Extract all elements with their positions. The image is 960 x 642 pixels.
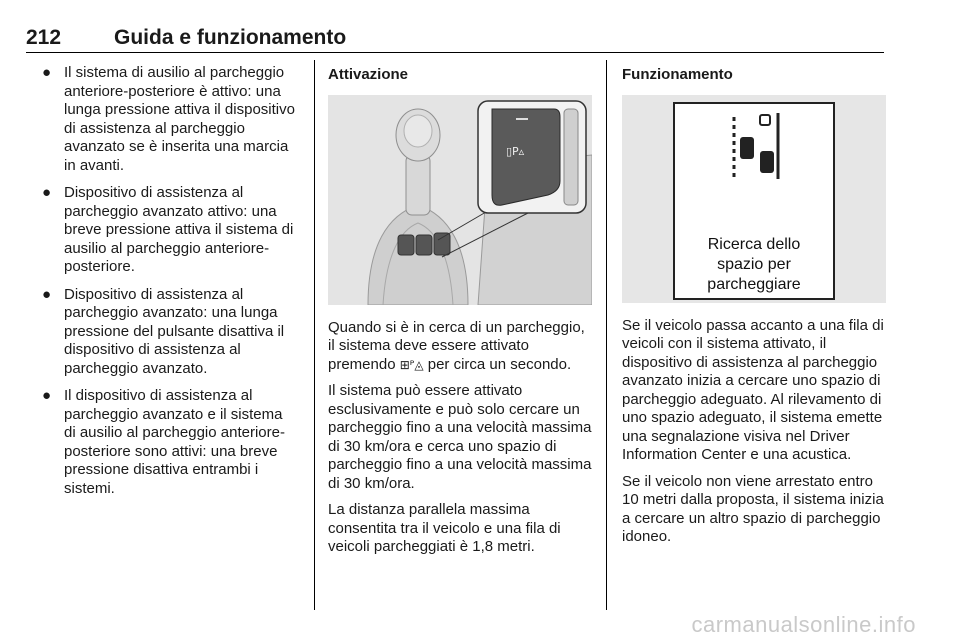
list-item-text: Il dispositivo di assistenza al parcheggio avanzato e il sistema di ausilio al parcheggio anteriore-posteriore sono attivi: una breve pressione disattiva entrambi i sistemi.: [64, 387, 285, 497]
column-3: [622, 64, 886, 555]
paragraph: Il sistema può essere attivato esclusivamente e può solo cercare un parcheggio fino a una velocità massima di 30 km/ora e cerca uno spazio di parcheggio fino a una velocità massima di 30 km/ora.: [328, 382, 592, 492]
display-text-line3: parcheggiare: [707, 275, 801, 293]
section-heading-activation: Attivazione: [328, 66, 409, 83]
console-button-illustration: [328, 95, 592, 305]
watermark: carmanualsonline.info: [691, 612, 916, 637]
paragraph: Se il veicolo passa accanto a una fila di veicoli con il sistema attivato, il dispositivo di assistenza al parcheggio avanzato inizia a cercare uno spazio di parcheggio adeguato. Al rilevamento di uno spazio adeguato, il sistema emette una segnalazione visiva nel Driver Information Center e una acustica.: [622, 316, 884, 463]
svg-text:▯P▵: ▯P▵: [506, 144, 525, 158]
list-item-text: Dispositivo di assistenza al parcheggio avanzato attivo: una breve pressione attiva il sistema di ausilio al parcheggio anteriore-posteriore.: [64, 184, 294, 275]
paragraph: Quando si è in cerca di un parcheggio, il sistema deve essere attivato premendo ⊞ᴾ◬ per circa un secondo.: [328, 318, 585, 373]
column-divider: [314, 60, 315, 610]
column-divider: [606, 60, 607, 610]
list-item: ● Dispositivo di assistenza al parcheggio avanzato attivo: una breve pressione attiva il sistema di ausilio al parcheggio anteriore-posteriore.: [42, 184, 294, 275]
column-1: [36, 64, 298, 507]
page-header: [26, 26, 884, 54]
page-number: 212: [26, 26, 62, 49]
paragraph: Se il veicolo non viene arrestato entro 10 metri dalla proposta, il sistema inizia a cercare un altro spazio di parcheggio idoneo.: [622, 472, 884, 545]
header-rule: [26, 52, 884, 53]
driver-info-display-illustration: [622, 95, 886, 303]
list-item: ● Il dispositivo di assistenza al parcheggio avanzato e il sistema di ausilio al parcheggio anteriore-posteriore sono attivi: una breve pressione disattiva entrambi i sistemi.: [42, 387, 285, 497]
section-heading-operation: Funzionamento: [622, 66, 733, 83]
display-text-line2: spazio per: [717, 255, 791, 273]
page-title: Guida e funzionamento: [114, 26, 347, 49]
paragraph: La distanza parallela massima consentita tra il veicolo e una fila di veicoli parcheggiati è 1,8 metri.: [328, 501, 561, 555]
column-2: [328, 64, 592, 565]
park-assist-button-icon: ⊞ᴾ◬: [399, 357, 424, 372]
list-item-text: Il sistema di ausilio al parcheggio anteriore-posteriore è attivo: una lunga pressione attiva il dispositivo di assistenza al parcheggio avanzato se è inserita una marcia in avanti.: [64, 64, 295, 174]
display-text-line1: Ricerca dello: [707, 235, 801, 253]
list-item: ● Dispositivo di assistenza al parcheggio avanzato: una lunga pressione del pulsante disattiva il dispositivo di assistenza al parcheggio avanzato.: [42, 285, 285, 377]
list-item: ● Il sistema di ausilio al parcheggio anteriore-posteriore è attivo: una lunga pressione attiva il dispositivo di assistenza al parcheggio avanzato se è inserita una marcia in avanti.: [42, 64, 295, 174]
list-item-text: Dispositivo di assistenza al parcheggio avanzato: una lunga pressione del pulsante disattiva il dispositivo di assistenza al parcheggio avanzato.: [64, 285, 285, 377]
